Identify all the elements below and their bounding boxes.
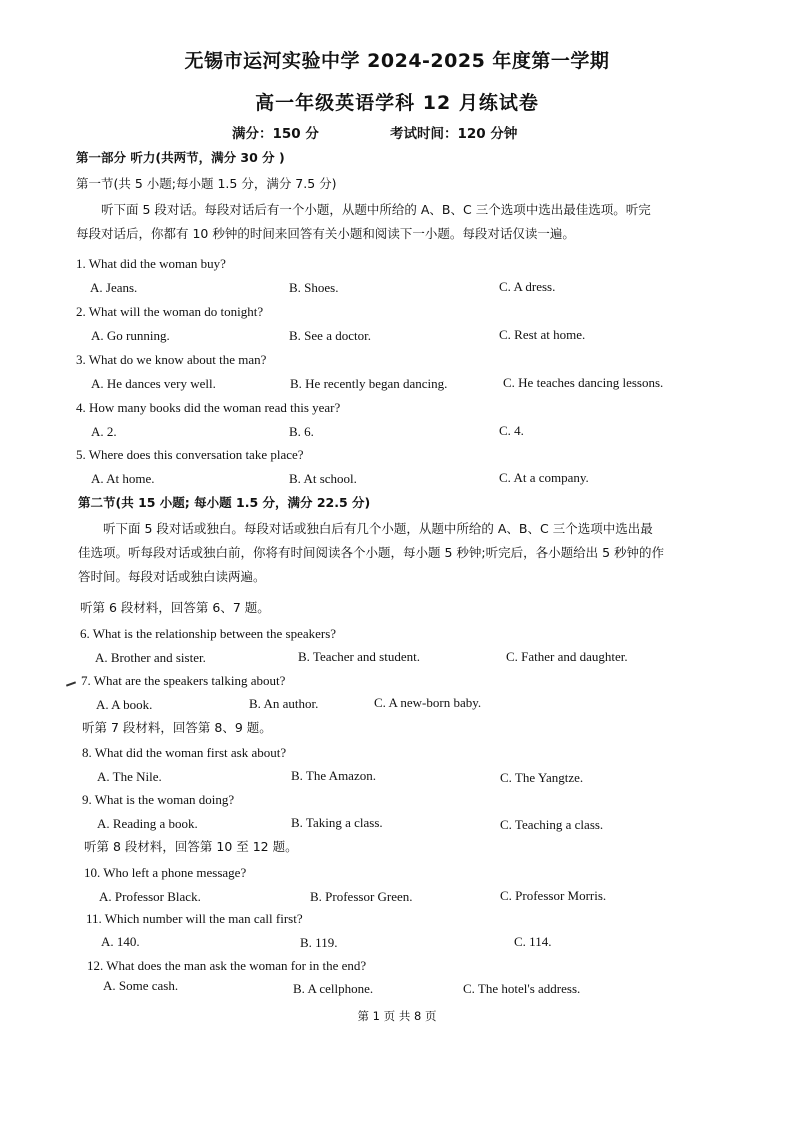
question-12: 12. What does the man ask the woman for in the end? xyxy=(87,958,367,973)
section2-instr-line3: 答时间。每段对话或独白读两遍。 xyxy=(78,569,266,584)
material-7-note: 听第 7 段材料，回答第 8、9 题。 xyxy=(82,720,272,735)
q12-option-c: C. The hotel's address. xyxy=(463,981,581,996)
q9-option-b: B. Taking a class. xyxy=(291,815,383,830)
question-9: 9. What is the woman doing? xyxy=(82,792,235,807)
section1-instr-line2: 每段对话后，你都有 10 秒钟的时间来回答有关小题和阅读下一小题。每段对话仅读一遍。 xyxy=(76,226,575,241)
exam-title-line1: 无锡市运河实验中学 2024-2025 年度第一学期 xyxy=(184,50,610,72)
part1-title: 第一部分 听力(共两节，满分 30 分 ) xyxy=(76,150,285,165)
q3-option-c: C. He teaches dancing lessons. xyxy=(503,375,664,390)
q11-option-b: B. 119. xyxy=(300,935,338,950)
q8-option-a: A. The Nile. xyxy=(97,769,162,784)
question-1: 1. What did the woman buy? xyxy=(76,256,226,271)
pen-mark xyxy=(66,681,76,686)
q9-option-c: C. Teaching a class. xyxy=(500,817,604,832)
q10-option-b: B. Professor Green. xyxy=(310,889,413,904)
q4-option-b: B. 6. xyxy=(289,424,314,439)
q3-option-a: A. He dances very well. xyxy=(91,376,216,391)
question-8: 8. What did the woman first ask about? xyxy=(82,745,287,760)
q1-option-c: C. A dress. xyxy=(499,279,556,294)
question-4: 4. How many books did the woman read this year? xyxy=(76,400,341,415)
q9-option-a: A. Reading a book. xyxy=(97,816,198,831)
material-6-note: 听第 6 段材料，回答第 6、7 题。 xyxy=(80,600,270,615)
q11-option-c: C. 114. xyxy=(514,934,552,949)
q2-option-a: A. Go running. xyxy=(91,328,170,343)
q1-option-b: B. Shoes. xyxy=(289,280,339,295)
q10-option-c: C. Professor Morris. xyxy=(500,888,607,903)
section1-title: 第一节(共 5 小题;每小题 1.5 分，满分 7.5 分) xyxy=(76,176,337,191)
q7-option-c: C. A new-born baby. xyxy=(374,695,482,710)
question-11: 11. Which number will the man call first? xyxy=(86,911,303,926)
q12-option-a: A. Some cash. xyxy=(103,978,179,993)
q5-option-c: C. At a company. xyxy=(499,470,589,485)
q4-option-a: A. 2. xyxy=(91,424,117,439)
q2-option-c: C. Rest at home. xyxy=(499,327,586,342)
material-8-note: 听第 8 段材料，回答第 10 至 12 题。 xyxy=(84,839,298,854)
question-7: 7. What are the speakers talking about? xyxy=(81,673,286,688)
section2-title: 第二节(共 15 小题; 每小题 1.5 分，满分 22.5 分) xyxy=(78,495,371,510)
section1-instructions xyxy=(76,198,716,246)
page-footer: 第 1 页 共 8 页 xyxy=(357,1009,437,1023)
question-3: 3. What do we know about the man? xyxy=(76,352,267,367)
q7-option-b: B. An author. xyxy=(249,696,319,711)
question-10: 10. Who left a phone message? xyxy=(84,865,247,880)
section1-instr-line1: 听下面 5 段对话。每段对话后有一个小题，从题中所给的 A、B、C 三个选项中选出最佳选项。听完 xyxy=(101,202,651,217)
q7-option-a: A. A book. xyxy=(96,697,153,712)
q5-option-a: A. At home. xyxy=(91,471,155,486)
section2-instructions xyxy=(78,517,706,589)
q3-option-b: B. He recently began dancing. xyxy=(290,376,448,391)
q4-option-c: C. 4. xyxy=(499,423,524,438)
q1-option-a: A. Jeans. xyxy=(90,280,138,295)
section2-instr-line1: 听下面 5 段对话或独白。每段对话或独白后有几个小题，从题中所给的 A、B、C 三个选项中选出最 xyxy=(103,521,653,536)
exam-time: 考试时间：120 分钟 xyxy=(390,126,518,142)
full-score: 满分：150 分 xyxy=(232,126,319,142)
q8-option-c: C. The Yangtze. xyxy=(500,770,584,785)
q6-option-b: B. Teacher and student. xyxy=(298,649,420,664)
q6-option-a: A. Brother and sister. xyxy=(95,650,206,665)
q11-option-a: A. 140. xyxy=(101,934,140,949)
q8-option-b: B. The Amazon. xyxy=(291,768,376,783)
question-2: 2. What will the woman do tonight? xyxy=(76,304,264,319)
exam-title-line2: 高一年级英语学科 12 月练试卷 xyxy=(255,92,539,114)
q10-option-a: A. Professor Black. xyxy=(99,889,201,904)
q2-option-b: B. See a doctor. xyxy=(289,328,371,343)
section2-instr-line2: 佳选项。听每段对话或独白前，你将有时间阅读各个小题，每小题 5 秒钟;听完后，各小题给出 5 秒钟的作 xyxy=(78,545,665,560)
q12-option-b: B. A cellphone. xyxy=(293,981,374,996)
q5-option-b: B. At school. xyxy=(289,471,357,486)
q6-option-c: C. Father and daughter. xyxy=(506,649,628,664)
question-6: 6. What is the relationship between the speakers? xyxy=(80,626,337,641)
question-5: 5. Where does this conversation take place? xyxy=(76,447,304,462)
